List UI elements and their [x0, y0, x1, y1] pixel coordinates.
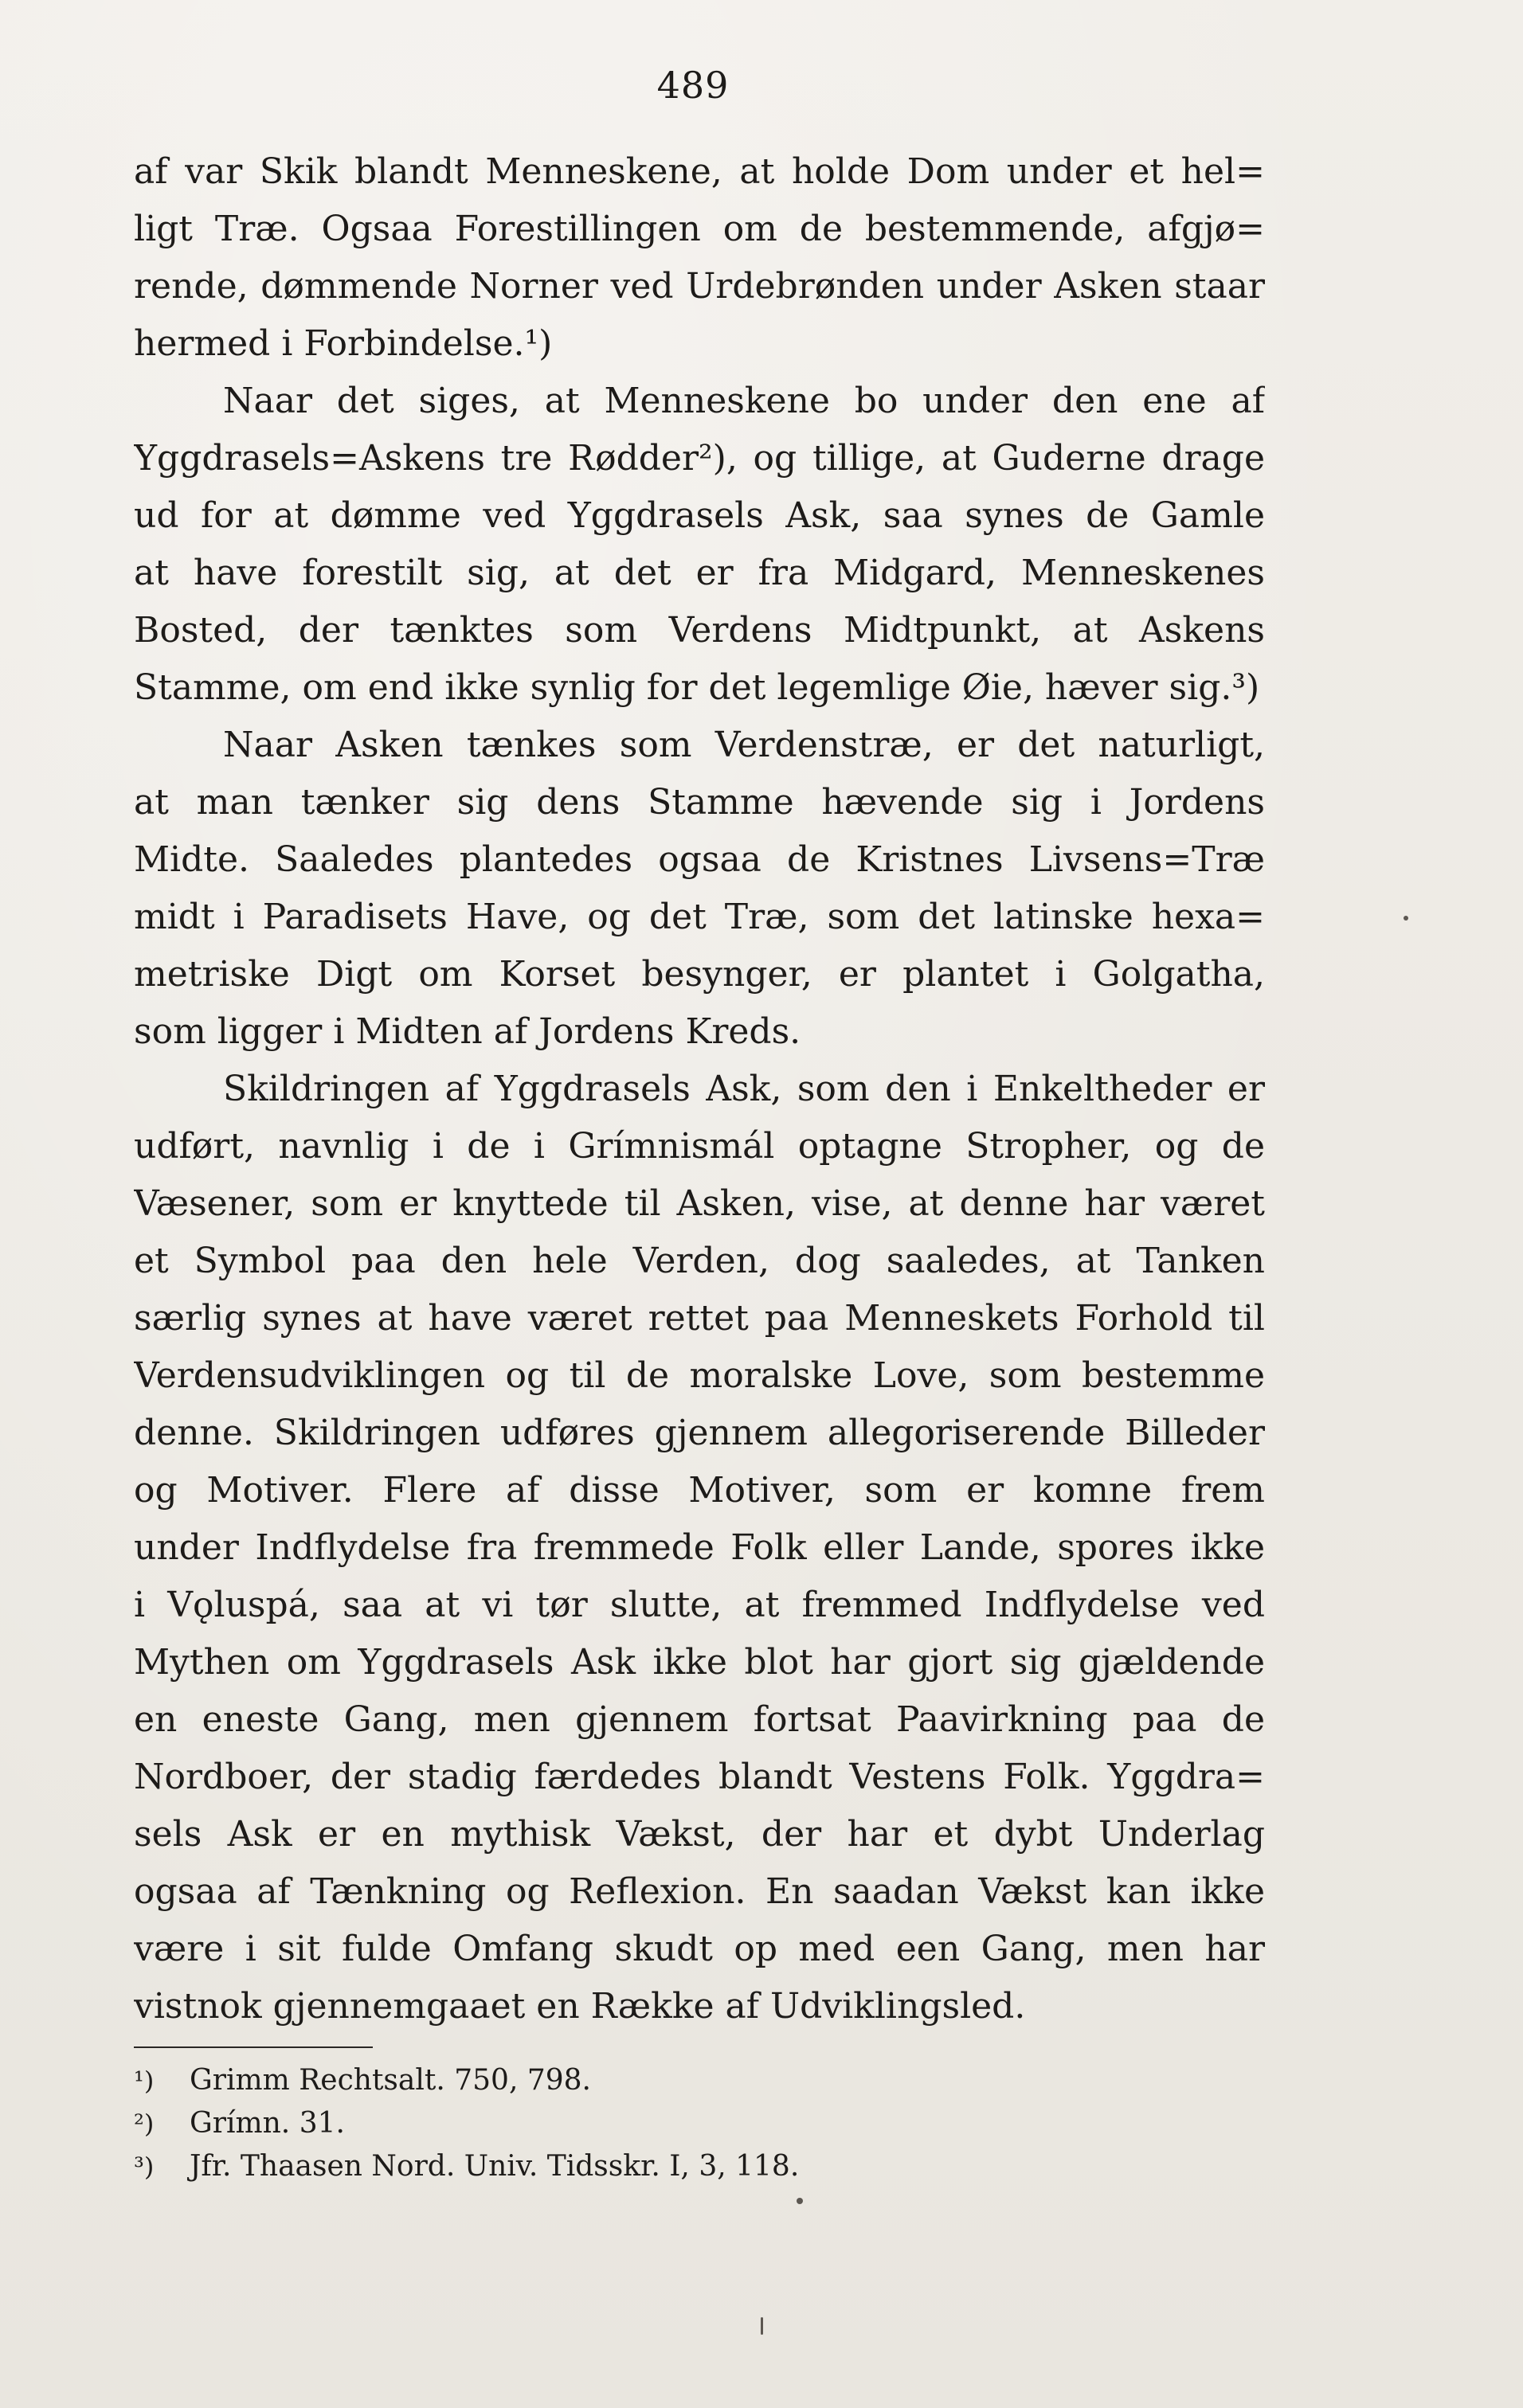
text-line: at have forestilt sig, at det er fra Midgard, Menneskenes — [134, 553, 1265, 593]
text-line: hermed i Forbindelse.¹) — [134, 323, 553, 364]
text-line: denne. Skildringen udføres gjennem allegoriserende Billeder — [134, 1413, 1265, 1453]
text-line: Nordboer, der stadig færdedes blandt Vestens Folk. Yggdra= — [134, 1757, 1265, 1797]
page-number: 489 — [656, 64, 730, 107]
text-line: vistnok gjennemgaaet en Række af Udviklingsled. — [134, 1986, 1026, 2027]
footnote — [134, 2059, 1169, 2102]
text-line: Skildringen af Yggdrasels Ask, som den i Enkeltheder er — [223, 1069, 1265, 1109]
text-line: Verdensudviklingen og til de moralske Love, som bestemme — [134, 1355, 1265, 1396]
text-line: og Motiver. Flere af disse Motiver, som er komne frem — [134, 1470, 1265, 1511]
text-line: Midte. Saaledes plantedes ogsaa de Kristnes Livsens=Træ — [134, 839, 1265, 880]
text-line: af var Skik blandt Menneskene, at holde Dom under et hel= — [134, 151, 1265, 192]
text-line: særlig synes at have været rettet paa Menneskets Forhold til — [134, 1298, 1265, 1339]
text-line: Mythen om Yggdrasels Ask ikke blot har gjort sig gjældende — [134, 1642, 1265, 1683]
text-line: Bosted, der tænktes som Verdens Midtpunkt, at Askens — [134, 610, 1265, 651]
footnote-mark: ¹) — [134, 2066, 155, 2096]
footnote-mark: ³) — [134, 2152, 155, 2182]
text-line: ligt Træ. Ogsaa Forestillingen om de bestemmende, afgjø= — [134, 209, 1265, 249]
text-line: udført, navnlig i de i Grímnismál optagne Stropher, og de — [134, 1126, 1265, 1167]
text-line: ud for at dømme ved Yggdrasels Ask, saa synes de Gamle — [134, 495, 1265, 536]
print-speck — [1404, 916, 1408, 921]
text-line: rende, dømmende Norner ved Urdebrønden under Asken staar — [134, 266, 1265, 307]
text-line: et Symbol paa den hele Verden, dog saaledes, at Tanken — [134, 1241, 1265, 1281]
footnote-divider — [134, 2046, 373, 2048]
text-line: i Vǫluspá, saa at vi tør slutte, at fremmed Indflydelse ved — [134, 1585, 1265, 1625]
text-line: Stamme, om end ikke synlig for det legemlige Øie, hæver sig.³) — [134, 667, 1260, 708]
text-line: under Indflydelse fra fremmede Folk eller Lande, spores ikke — [134, 1527, 1265, 1568]
footnote-text: Grimm Rechtsalt. 750, 798. — [190, 2064, 591, 2097]
text-line: at man tænker sig dens Stamme hævende sig i Jordens — [134, 782, 1265, 823]
footnote-text: Jfr. Thaasen Nord. Univ. Tidsskr. I, 3, 118. — [190, 2150, 800, 2183]
text-line: være i sit fulde Omfang skudt op med een Gang, men har — [134, 1929, 1265, 1969]
text-line: Yggdrasels=Askens tre Rødder²), og tillige, at Guderne drage — [134, 438, 1265, 479]
text-line: ogsaa af Tænkning og Reflexion. En saadan Vækst kan ikke — [134, 1871, 1265, 1912]
print-speck — [797, 2198, 803, 2204]
text-line: Naar det siges, at Menneskene bo under den ene af — [223, 381, 1265, 421]
footnote — [134, 2145, 1169, 2188]
footnote-text: Grímn. 31. — [190, 2107, 345, 2140]
text-line: metriske Digt om Korset besynger, er plantet i Golgatha, — [134, 954, 1265, 995]
print-speck — [761, 2317, 763, 2335]
footnote — [134, 2102, 1169, 2145]
footnotes — [134, 2059, 1169, 2188]
text-line: Væsener, som er knyttede til Asken, vise, at denne har været — [134, 1183, 1265, 1224]
footnote-mark: ²) — [134, 2109, 155, 2139]
text-line: Naar Asken tænkes som Verdenstræ, er det naturligt, — [223, 725, 1265, 765]
text-line: midt i Paradisets Have, og det Træ, som det latinske hexa= — [134, 897, 1265, 937]
body-text — [134, 143, 1265, 2035]
text-line: sels Ask er en mythisk Vækst, der har et dybt Underlag — [134, 1814, 1265, 1855]
text-line: som ligger i Midten af Jordens Kreds. — [134, 1011, 801, 1052]
text-line: en eneste Gang, men gjennem fortsat Paavirkning paa de — [134, 1699, 1265, 1740]
